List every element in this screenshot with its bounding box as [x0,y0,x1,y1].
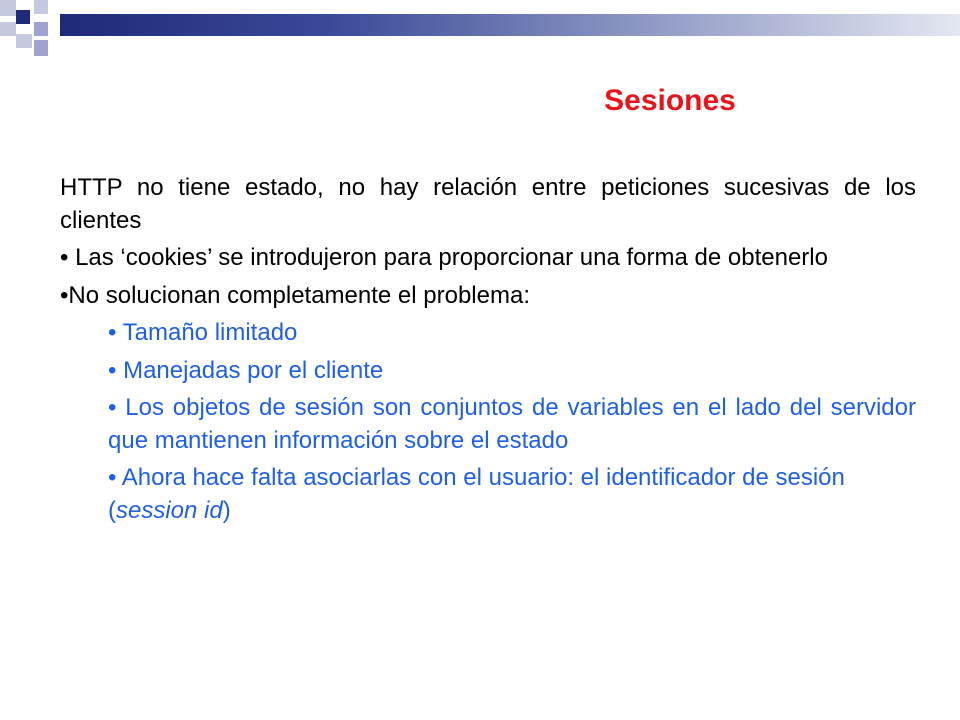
slide-body [60,172,916,532]
sub4-text: • Ahora hace falta asociarlas con el usuario: el identificador de sesión ( [108,464,845,524]
deco-square-dark [16,10,30,24]
header-gradient-bar [60,14,960,36]
header-decoration [0,0,960,60]
bullet-cookies: • Las ‘cookies’ se introdujeron para proporcionar una forma de obtenerlo [60,244,828,271]
deco-square-light [0,0,16,16]
sub-bullet-size: • Tamaño limitado [108,319,298,346]
sub-bullet-session-id [108,462,916,527]
deco-square-light [0,22,16,36]
bullet-problem: •No solucionan completamente el problema: [60,281,530,309]
sub-bullet-client: • Manejadas por el cliente [108,356,384,384]
slide-title: Sesiones [604,84,736,117]
deco-square-mid [34,40,48,56]
deco-square-light [34,0,48,14]
deco-square-light [16,34,32,48]
intro-paragraph: HTTP no tiene estado, no hay relación entre peticiones sucesivas de los clientes [60,174,916,234]
sub4-close: ) [222,496,231,524]
deco-square-mid [34,22,48,36]
session-id-term: session id [116,496,223,524]
sub-bullet-session-objects: • Los objetos de sesión son conjuntos de variables en el lado del servidor que mantienen información sobre el estado [108,394,916,454]
